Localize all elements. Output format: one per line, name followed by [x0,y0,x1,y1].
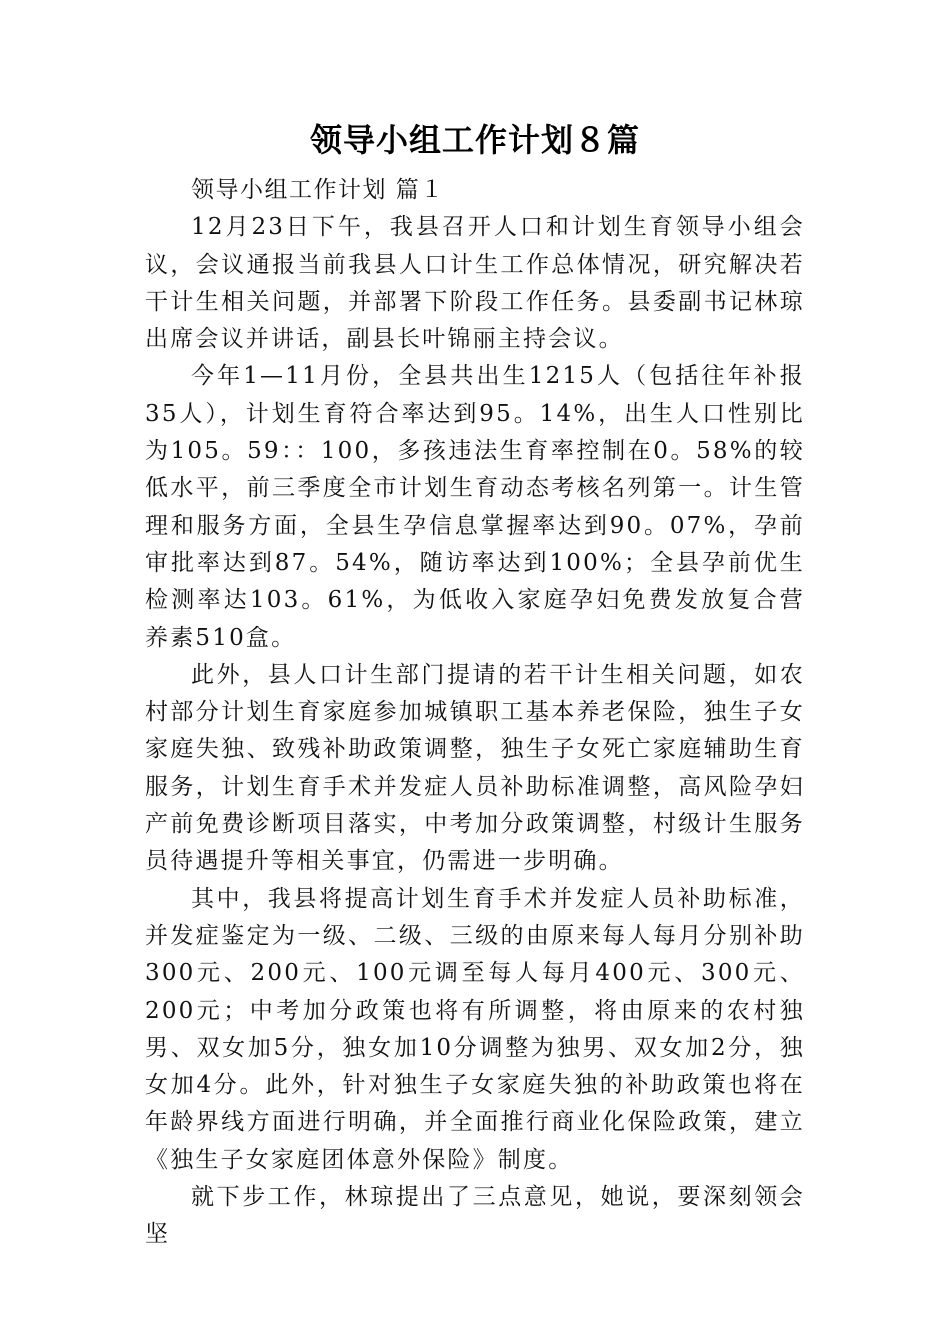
document-body [145,172,805,1254]
paragraph-statistics: 今年1—11月份，全县共出生1215人（包括往年补报35人），计划生育符合率达到95。14%，出生人口性别比为105。59：：100，多孩违法生育率控制在0。58%的较低水平，前三季度全市计划生育动态考核名列第一。计生管理和服务方面，全县生孕信息掌握率达到90。07%，孕前审批率达到87。54%，随访率达到100%；全县孕前优生检测率达103。61%，为低收入家庭孕妇免费发放复合营养素510盒。 [145,363,805,651]
paragraph-meeting-intro: 12月23日下午，我县召开人口和计划生育领导小组会议，会议通报当前我县人口计生工作总体情况，研究解决若干计生相关问题，并部署下阶段工作任务。县委副书记林琼出席会议并讲话，副县长叶锦丽主持会议。 [145,214,805,353]
paragraph-issues: 此外，县人口计生部门提请的若干计生相关问题，如农村部分计划生育家庭参加城镇职工基本养老保险，独生子女家庭失独、致残补助政策调整，独生子女死亡家庭辅助生育服务，计划生育手术并发症人员补助标准调整，高风险孕妇产前免费诊断项目落实，中考加分政策调整，村级计生服务员待遇提升等相关事宜，仍需进一步明确。 [145,661,805,875]
section-heading: 领导小组工作计划 篇１ [191,177,445,203]
document-title: 领导小组工作计划８篇 [309,121,640,159]
paragraph-subsidy-standards: 其中，我县将提高计划生育手术并发症人员补助标准，并发症鉴定为一级、二级、三级的由原来每人每月分别补助300元、200元、100元调至每人每月400元、300元、200元；中考加分政策也将有所调整，将由原来的农村独男、双女加5分，独女加10分调整为独男、双女加2分，独女加4分。此外，针对独生子女家庭失独的补助政策也将在年龄界线方面进行明确，并全面推行商业化保险政策，建立《独生子女家庭团体意外保险》制度。 [145,885,805,1173]
paragraph-next-steps: 就下步工作，林琼提出了三点意见，她说，要深刻领会坚 [145,1184,805,1248]
